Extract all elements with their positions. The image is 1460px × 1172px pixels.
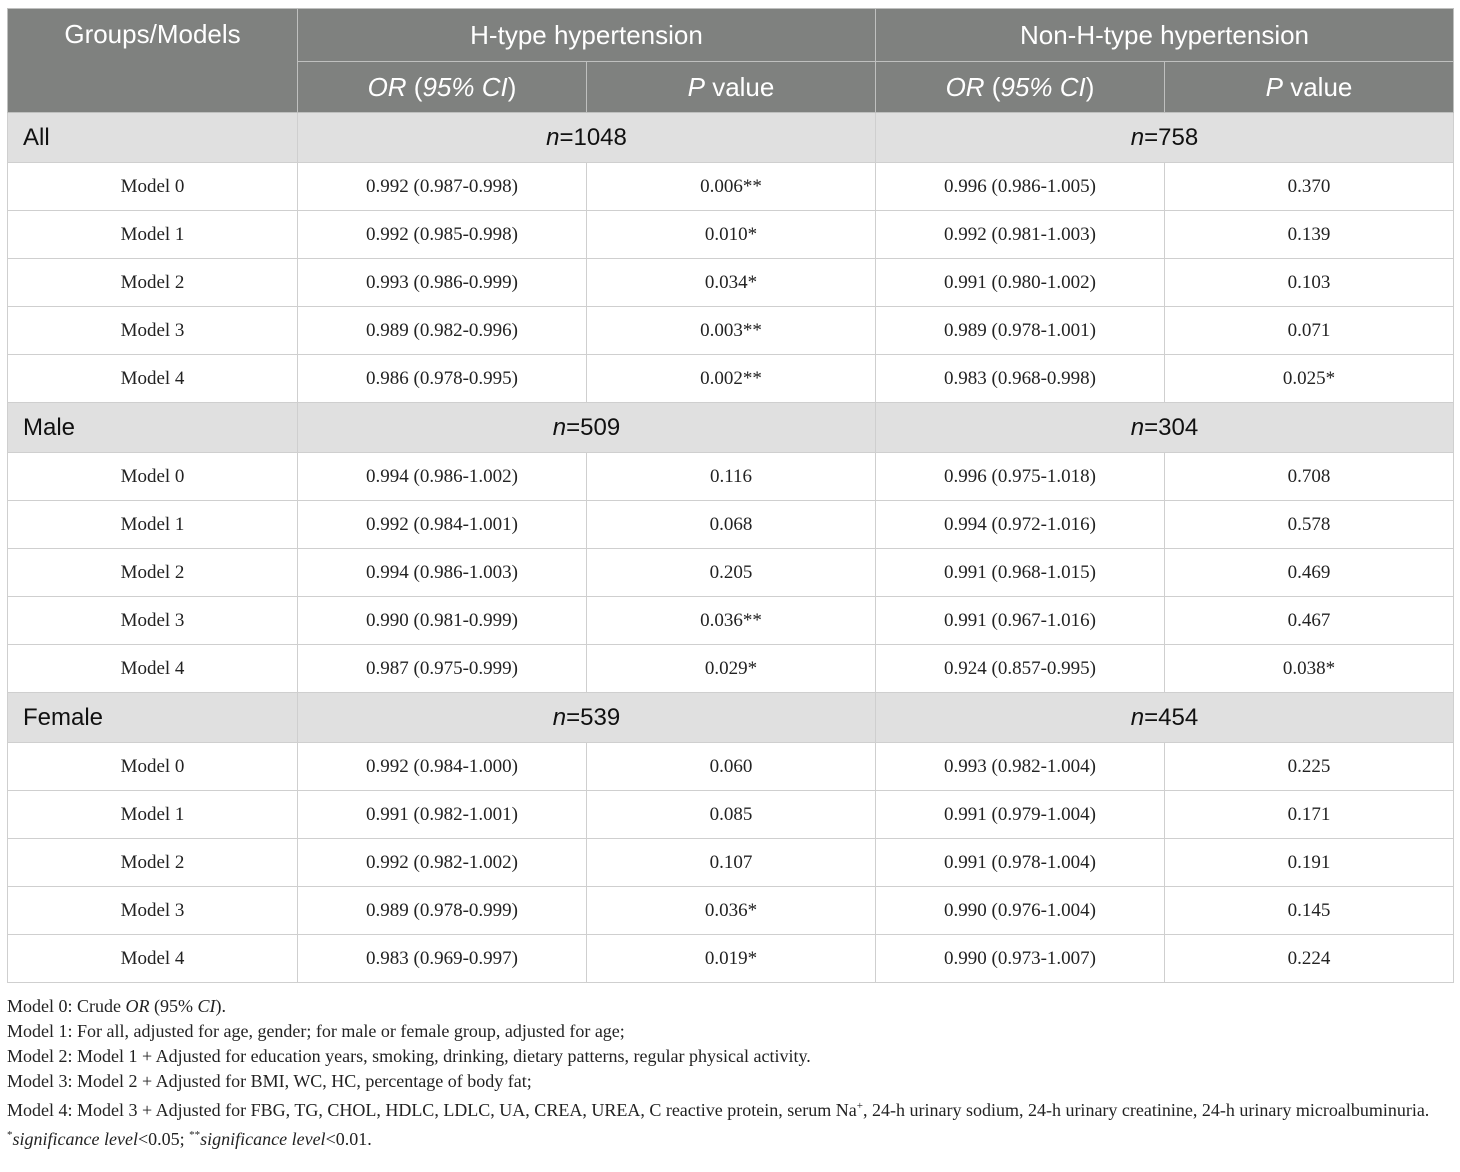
htype-p-cell: 0.036** <box>587 597 876 645</box>
nonhtype-or-cell: 0.924 (0.857-0.995) <box>876 645 1165 693</box>
table-row <box>8 743 1454 791</box>
nonhtype-or-cell: 0.983 (0.968-0.998) <box>876 355 1165 403</box>
group-n-htype: n=509 <box>298 403 876 453</box>
note-model1: Model 1: For all, adjusted for age, gender; for male or female group, adjusted for age; <box>7 1021 625 1041</box>
nonhtype-header: Non-H-type hypertension <box>876 9 1454 62</box>
table-row <box>8 453 1454 501</box>
htype-p-cell: 0.036* <box>587 887 876 935</box>
table-footnotes <box>7 994 1453 1152</box>
nonhtype-p-cell: 0.578 <box>1165 501 1454 549</box>
table-row <box>8 259 1454 307</box>
group-n-nonhtype: n=758 <box>876 113 1454 163</box>
table-row <box>8 791 1454 839</box>
nonhtype-or-cell: 0.991 (0.968-1.015) <box>876 549 1165 597</box>
nonhtype-p-cell: 0.469 <box>1165 549 1454 597</box>
nonhtype-p-cell: 0.708 <box>1165 453 1454 501</box>
results-table <box>7 8 1454 983</box>
table-row <box>8 355 1454 403</box>
model-cell: Model 1 <box>8 501 298 549</box>
results-table-container <box>7 8 1453 983</box>
htype-or-cell: 0.993 (0.986-0.999) <box>298 259 587 307</box>
htype-p-cell: 0.019* <box>587 935 876 983</box>
model-cell: Model 3 <box>8 597 298 645</box>
htype-p-cell: 0.116 <box>587 453 876 501</box>
table-row <box>8 211 1454 259</box>
htype-or-cell: 0.991 (0.982-1.001) <box>298 791 587 839</box>
model-cell: Model 0 <box>8 163 298 211</box>
note-significance: *significance level<0.05; **significance level<0.01. <box>7 1129 372 1149</box>
table-row <box>8 645 1454 693</box>
nonhtype-or-cell: 0.991 (0.979-1.004) <box>876 791 1165 839</box>
htype-p-cell: 0.010* <box>587 211 876 259</box>
group-n-nonhtype: n=304 <box>876 403 1454 453</box>
htype-p-cell: 0.029* <box>587 645 876 693</box>
note-model4: Model 4: Model 3 + Adjusted for FBG, TG, CHOL, HDLC, LDLC, UA, CREA, UREA, C reactive protein, serum Na+, 24-h urinary sodium, 24-h urinary creatinine, 24-h urinary microalbuminuria. <box>7 1100 1430 1120</box>
htype-p-header: P value <box>587 62 876 113</box>
nonhtype-p-cell: 0.145 <box>1165 887 1454 935</box>
model-cell: Model 4 <box>8 355 298 403</box>
table-body <box>8 113 1454 983</box>
group-row <box>8 403 1454 453</box>
group-row <box>8 693 1454 743</box>
table-row <box>8 935 1454 983</box>
htype-header: H-type hypertension <box>298 9 876 62</box>
note-model3: Model 3: Model 2 + Adjusted for BMI, WC, HC, percentage of body fat; <box>7 1071 532 1091</box>
model-cell: Model 3 <box>8 307 298 355</box>
nonhtype-or-cell: 0.990 (0.976-1.004) <box>876 887 1165 935</box>
htype-p-cell: 0.068 <box>587 501 876 549</box>
htype-or-cell: 0.989 (0.978-0.999) <box>298 887 587 935</box>
header-row-1 <box>8 9 1454 62</box>
nonhtype-p-cell: 0.370 <box>1165 163 1454 211</box>
model-cell: Model 2 <box>8 549 298 597</box>
htype-or-cell: 0.989 (0.982-0.996) <box>298 307 587 355</box>
nonhtype-or-cell: 0.990 (0.973-1.007) <box>876 935 1165 983</box>
htype-or-cell: 0.983 (0.969-0.997) <box>298 935 587 983</box>
htype-or-cell: 0.992 (0.985-0.998) <box>298 211 587 259</box>
nonhtype-or-cell: 0.991 (0.980-1.002) <box>876 259 1165 307</box>
group-n-nonhtype: n=454 <box>876 693 1454 743</box>
group-name: All <box>8 113 298 163</box>
nonhtype-or-cell: 0.992 (0.981-1.003) <box>876 211 1165 259</box>
table-row <box>8 887 1454 935</box>
nonhtype-or-cell: 0.996 (0.986-1.005) <box>876 163 1165 211</box>
nonhtype-or-cell: 0.994 (0.972-1.016) <box>876 501 1165 549</box>
model-cell: Model 3 <box>8 887 298 935</box>
note-model2: Model 2: Model 1 + Adjusted for education years, smoking, drinking, dietary patterns, regular physical activity. <box>7 1046 811 1066</box>
htype-or-header: OR (95% CI) <box>298 62 587 113</box>
htype-or-cell: 0.992 (0.984-1.000) <box>298 743 587 791</box>
htype-or-cell: 0.990 (0.981-0.999) <box>298 597 587 645</box>
model-cell: Model 1 <box>8 211 298 259</box>
nonhtype-or-cell: 0.991 (0.967-1.016) <box>876 597 1165 645</box>
model-cell: Model 2 <box>8 259 298 307</box>
table-row <box>8 307 1454 355</box>
htype-or-cell: 0.986 (0.978-0.995) <box>298 355 587 403</box>
group-n-htype: n=1048 <box>298 113 876 163</box>
table-row <box>8 549 1454 597</box>
note-model0: Model 0: Crude OR (95% CI). <box>7 996 226 1016</box>
htype-p-cell: 0.002** <box>587 355 876 403</box>
groups-models-header: Groups/Models <box>8 9 298 113</box>
htype-or-cell: 0.992 (0.984-1.001) <box>298 501 587 549</box>
nonhtype-or-cell: 0.991 (0.978-1.004) <box>876 839 1165 887</box>
nonhtype-or-header: OR (95% CI) <box>876 62 1165 113</box>
nonhtype-p-cell: 0.139 <box>1165 211 1454 259</box>
model-cell: Model 1 <box>8 791 298 839</box>
htype-p-cell: 0.006** <box>587 163 876 211</box>
nonhtype-p-cell: 0.038* <box>1165 645 1454 693</box>
htype-or-cell: 0.987 (0.975-0.999) <box>298 645 587 693</box>
group-row <box>8 113 1454 163</box>
table-row <box>8 501 1454 549</box>
nonhtype-or-cell: 0.996 (0.975-1.018) <box>876 453 1165 501</box>
htype-p-cell: 0.107 <box>587 839 876 887</box>
htype-p-cell: 0.205 <box>587 549 876 597</box>
nonhtype-p-cell: 0.171 <box>1165 791 1454 839</box>
group-name: Female <box>8 693 298 743</box>
model-cell: Model 0 <box>8 743 298 791</box>
htype-or-cell: 0.994 (0.986-1.003) <box>298 549 587 597</box>
table-row <box>8 163 1454 211</box>
htype-or-cell: 0.994 (0.986-1.002) <box>298 453 587 501</box>
htype-p-cell: 0.085 <box>587 791 876 839</box>
model-cell: Model 2 <box>8 839 298 887</box>
nonhtype-p-cell: 0.071 <box>1165 307 1454 355</box>
model-cell: Model 0 <box>8 453 298 501</box>
nonhtype-or-cell: 0.989 (0.978-1.001) <box>876 307 1165 355</box>
nonhtype-p-cell: 0.225 <box>1165 743 1454 791</box>
htype-p-cell: 0.003** <box>587 307 876 355</box>
table-row <box>8 597 1454 645</box>
htype-p-cell: 0.060 <box>587 743 876 791</box>
htype-or-cell: 0.992 (0.987-0.998) <box>298 163 587 211</box>
nonhtype-p-cell: 0.467 <box>1165 597 1454 645</box>
nonhtype-p-cell: 0.103 <box>1165 259 1454 307</box>
htype-p-cell: 0.034* <box>587 259 876 307</box>
group-name: Male <box>8 403 298 453</box>
htype-or-cell: 0.992 (0.982-1.002) <box>298 839 587 887</box>
nonhtype-p-header: P value <box>1165 62 1454 113</box>
table-row <box>8 839 1454 887</box>
model-cell: Model 4 <box>8 935 298 983</box>
nonhtype-p-cell: 0.025* <box>1165 355 1454 403</box>
model-cell: Model 4 <box>8 645 298 693</box>
nonhtype-p-cell: 0.224 <box>1165 935 1454 983</box>
nonhtype-p-cell: 0.191 <box>1165 839 1454 887</box>
group-n-htype: n=539 <box>298 693 876 743</box>
nonhtype-or-cell: 0.993 (0.982-1.004) <box>876 743 1165 791</box>
